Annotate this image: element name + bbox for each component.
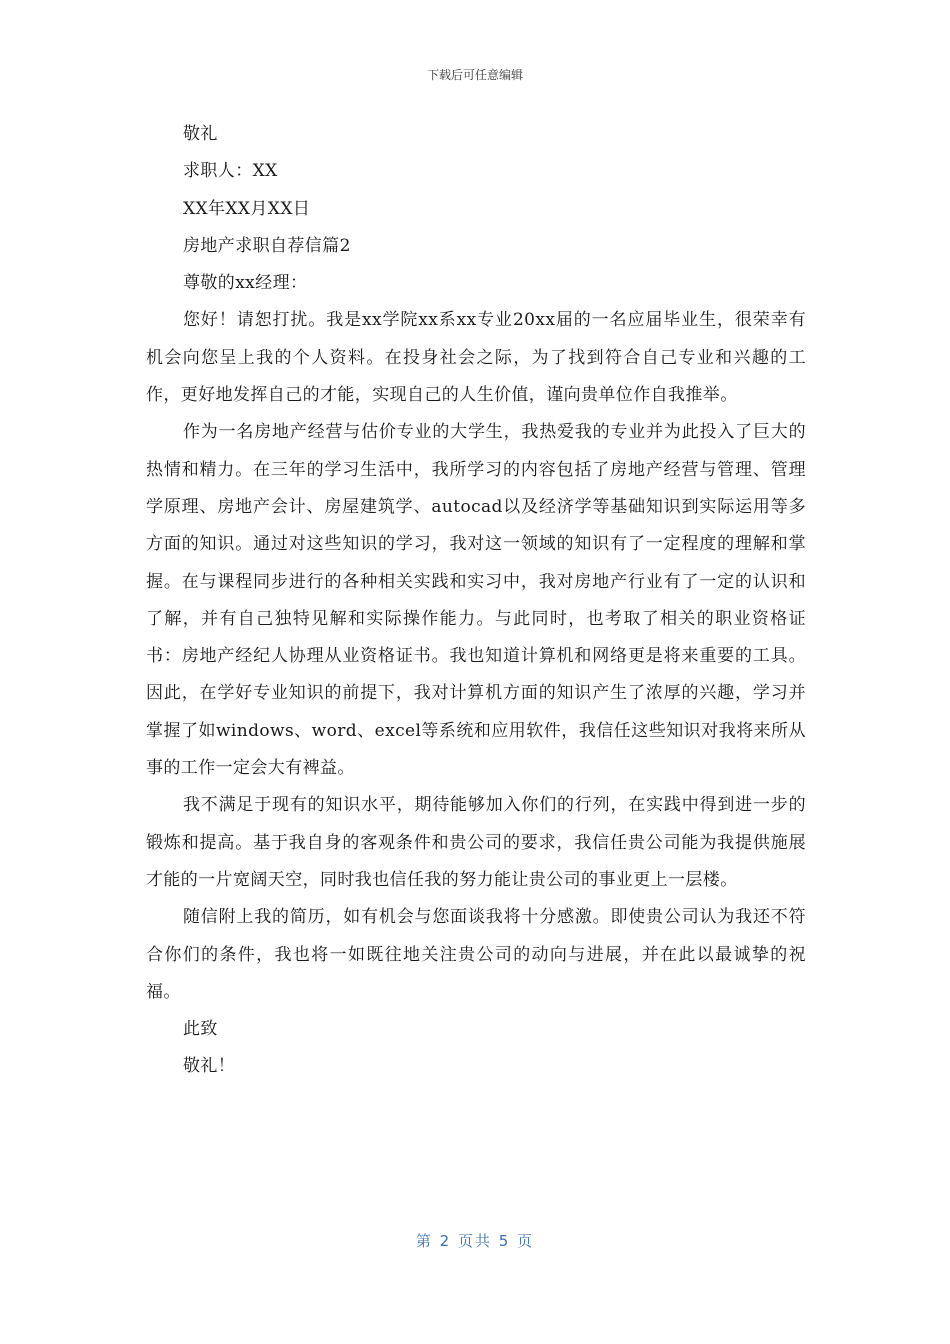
letter-body [146,116,806,1086]
salutation: 尊敬的xx经理： [183,273,308,294]
paragraph-intro: 您好！请恕打扰。我是xx学院xx系xx专业20xx届的一名应届毕业生，很荣幸有机会向您呈上我的个人资料。在投身社会之际，为了找到符合自己专业和兴趣的工作，更好地发挥自己的才能，实现自己的人生价值，谨向贵单位作自我推举。 [146,310,806,406]
closing-jingli: 敬礼！ [183,1056,236,1077]
page-current: 2 [439,1232,452,1250]
letter-title: 房地产求职自荐信篇2 [183,235,351,256]
paragraph-education: 作为一名房地产经营与估价专业的大学生，我热爱我的专业并为此投入了巨大的热情和精力。在三年的学习生活中，我所学习的内容包括了房地产经营与管理、管理学原理、房地产会计、房屋建筑学、autocad以及经济学等基础知识到实际运用等多方面的知识。通过对这些知识的学习，我对这一领域的知识有了一定程度的理解和掌握。在与课程同步进行的各种相关实践和实习中，我对房地产行业有了一定的认识和了解，并有自己独特见解和实际操作能力。与此同时，也考取了相关的职业资格证书：房地产经纪人协理从业资格证书。我也知道计算机和网络更是将来重要的工具。因此，在学好专业知识的前提下，我对计算机方面的知识产生了浓厚的兴趣，学习并掌握了如windows、word、excel等系统和应用软件，我信任这些知识对我将来所从事的工作一定会大有裨益。 [146,422,806,779]
applicant-line: 求职人：XX [183,161,278,182]
page-header: 下载后可任意编辑 [426,68,523,82]
page-suffix: 页 [517,1232,535,1250]
paragraph-aspiration: 我不满足于现有的知识水平，期待能够加入你们的行列，在实践中得到进一步的锻炼和提高。基于我自身的客观条件和贵公司的要求，我信任贵公司能为我提供施展才能的一片宽阔天空，同时我也信任我的努力能让贵公司的事业更上一层楼。 [146,795,806,890]
closing-cizhi: 此致 [183,1019,218,1040]
page-total: 5 [498,1232,511,1250]
page-middle: 页共 [457,1232,492,1250]
date-line: XX年XX月XX日 [183,198,311,219]
closing-regards: 敬礼 [183,124,218,144]
paragraph-closing: 随信附上我的简历，如有机会与您面谈我将十分感激。即使贵公司认为我还不符合你们的条件，我也将一如既往地关注贵公司的动向与进展，并在此以最诚挚的祝福。 [146,907,806,1002]
page-number-footer [0,1230,950,1251]
page-prefix: 第 [415,1232,433,1250]
